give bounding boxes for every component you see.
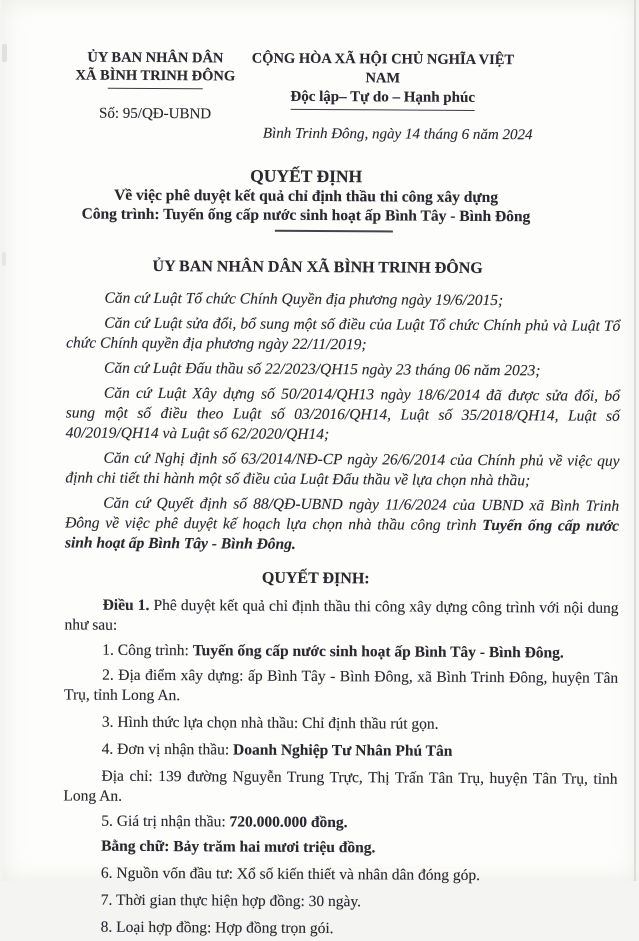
recital-project-name: Tuyến ống cấp nước sinh hoạt ấp Bình Tây - Bình Đông. (64, 516, 619, 553)
item-label: 3. Hình thức lựa chọn nhà thầu: (101, 713, 302, 732)
recital-paragraph: Căn cứ Luật Tổ chức Chính Quyền địa phương ngày 19/6/2015; (103, 289, 503, 310)
recital-paragraph: Căn cứ Luật sửa đổi, bổ sung một số điều của Luật Tổ chức Chính phủ và Luật Tổ chức Chính quyền địa phương ngày 22/11/2019; (65, 314, 620, 354)
recital-paragraph (64, 493, 618, 556)
item-value: Bảy trăm hai mươi triệu đồng. (172, 838, 376, 857)
document-header (67, 48, 622, 145)
item-value: 139 đường Nguyễn Trung Trực, Thị Trấn Tân Trụ, huyện Tân Trụ, tỉnh Long An. (62, 768, 618, 805)
recital-text: Căn cứ Quyết định số 88/QĐ-UBND ngày 11/6/2024 của UBND xã Bình Trinh Đông về việc phê duyệt kế hoạch lựa chọn nhà thầu công trình (64, 494, 619, 534)
item-hinh-thuc (63, 712, 617, 735)
item-dia-diem (63, 665, 617, 708)
item-don-vi (63, 739, 617, 762)
document-title: QUYẾT ĐỊNH (249, 165, 362, 187)
document-subject-line2: Công trình: Tuyến ống cấp nước sinh hoạt ấp Bình Tây - Bình Đông (81, 205, 530, 226)
document-number: Số: 95/QĐ-UBND (98, 105, 211, 123)
item-value: Chỉ định thầu rút gọn. (301, 714, 439, 733)
item-label: 4. Đơn vị nhận thầu: (101, 740, 233, 759)
item-cong-trinh (64, 640, 618, 663)
item-nguon-von (62, 863, 616, 886)
item-loai-hop-dong (62, 917, 616, 940)
national-motto-block (232, 49, 533, 145)
title-separator-rule (274, 230, 392, 233)
document-page (2, 0, 638, 938)
deciding-authority: ỦY BAN NHÂN DÂN XÃ BÌNH TRINH ĐÔNG (151, 257, 483, 277)
recital-paragraph: Căn cứ Nghị định số 63/2014/NĐ-CP ngày 26/6/2014 của Chính phủ về việc quy định chi tiết thi hành một số điều của Luật Đấu thầu về lựa chọn nhà thầu; (64, 449, 620, 490)
item-label: 6. Nguồn vốn đầu tư: (100, 864, 237, 883)
item-gia-tri (63, 811, 617, 834)
item-bang-chu (63, 836, 617, 859)
national-title: CỘNG HÒA XÃ HỘI CHỦ NGHĨA VIỆT NAM (251, 50, 514, 87)
item-dia-chi (63, 766, 617, 809)
issuer-name-line1: ỦY BAN NHÂN DÂN (86, 49, 223, 67)
item-label: Bằng chữ: (100, 837, 173, 856)
issuing-authority-block (67, 48, 242, 123)
recital-paragraph: Căn cứ Luật Đấu thầu số 22/2023/QH15 ngày 23 tháng 06 năm 2023; (103, 359, 541, 380)
recital-paragraph: Căn cứ Luật Xây dựng số 50/2014/QH13 ngày 18/6/2014 đã được sửa đổi, bổ sung một số điều theo Luật số 03/2016/QH14, Luật số 35/2018/QH14, Luật số 40/2019/QH14 và Luật số 62/2020/QH14; (65, 384, 620, 444)
article-1-text: Phê duyệt kết quả chỉ định thầu thi công xây dựng công trình với nội dung như sau: (63, 596, 619, 634)
issuer-underline (107, 88, 202, 90)
issuer-name-line2: XÃ BÌNH TRINH ĐÔNG (74, 67, 235, 85)
item-label: 8. Loại hợp đồng: (100, 918, 215, 937)
article-1-label: Điều 1. (102, 596, 149, 614)
item-label: 7. Thời gian thực hiện hợp đồng: (100, 891, 309, 910)
item-value: Hợp đồng trọn gói. (214, 919, 334, 938)
item-label: 1. Công trình: (101, 641, 193, 660)
item-label: 5. Giá trị nhận thầu: (100, 812, 230, 831)
item-value: Tuyến ống cấp nước sinh hoạt ấp Bình Tây - Bình Đông. (192, 642, 564, 662)
item-value: Xổ số kiến thiết và nhân dân đóng góp. (236, 865, 480, 884)
recitals-section (64, 288, 620, 556)
item-label: 2. Địa điểm xây dựng: (101, 666, 248, 685)
article-1 (64, 595, 618, 638)
national-motto: Độc lập– Tự do – Hạnh phúc (290, 88, 475, 111)
place-and-date: Bình Trinh Đông, ngày 14 tháng 6 năm 2024 (262, 125, 533, 144)
item-label: Địa chỉ: (100, 767, 158, 786)
item-value: 720.000.000 đồng. (229, 813, 348, 832)
decision-heading: QUYẾT ĐỊNH: (261, 569, 370, 588)
item-value: Doanh Nghiệp Tư Nhân Phú Tân (232, 741, 452, 760)
item-value: 30 ngày. (308, 892, 361, 911)
item-value: ấp Bình Tây - Bình Đông, xã Bình Trinh Đông, huyện Tân Trụ, tỉnh Long An. (63, 667, 618, 705)
document-subject-line1: Về việc phê duyệt kết quả chỉ định thầu thi công xây dựng (113, 186, 498, 207)
item-thoi-gian (62, 890, 616, 913)
title-block (28, 164, 582, 233)
